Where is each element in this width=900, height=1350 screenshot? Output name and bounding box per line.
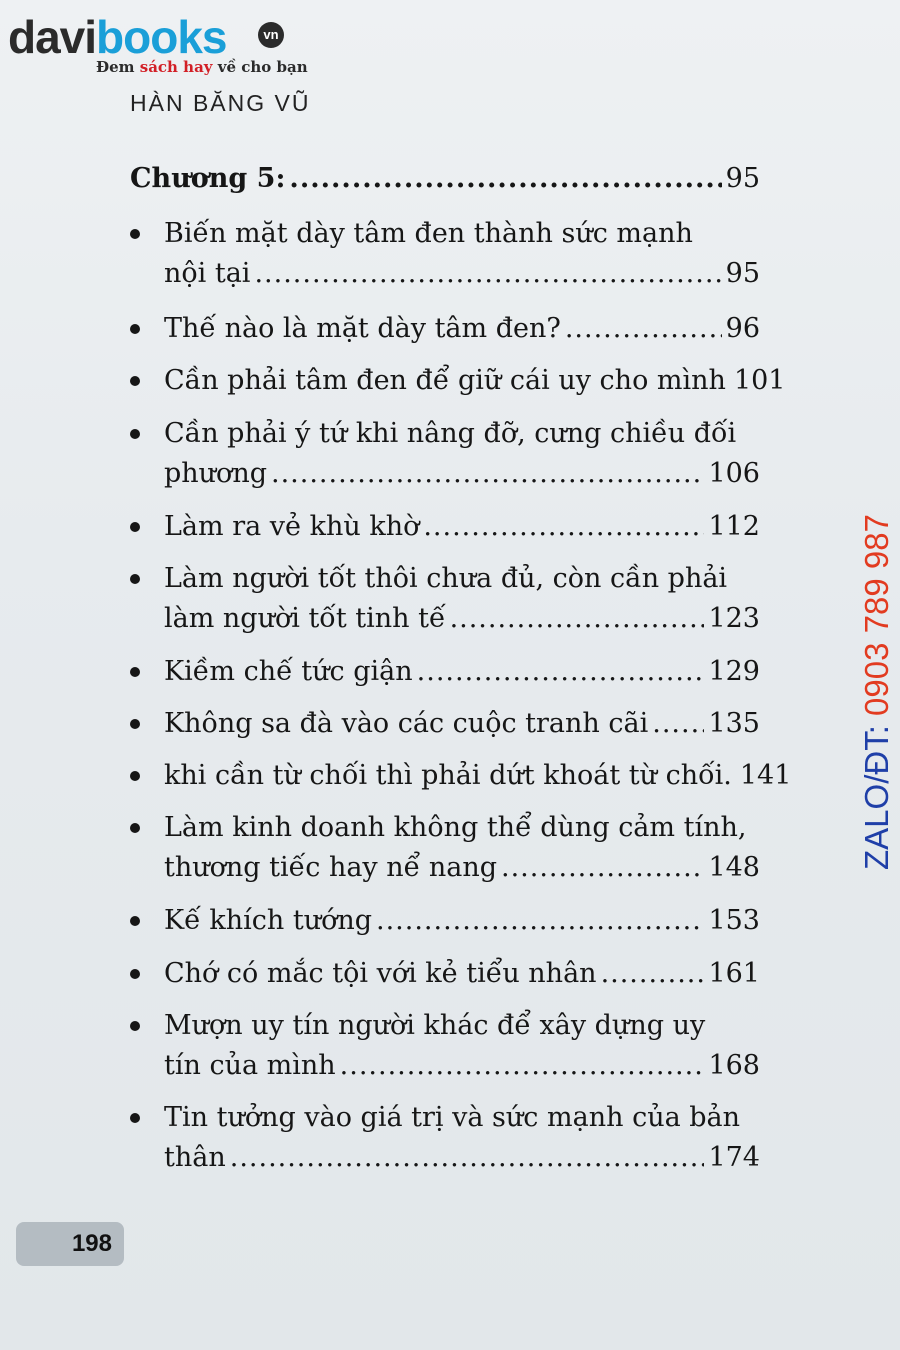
toc-entry: [130, 704, 760, 744]
contact-label: ZALO/ĐT:: [858, 715, 895, 870]
toc-entry-page: 153: [708, 905, 760, 936]
toc-entry: [130, 756, 792, 796]
toc-entry-page: 95: [725, 258, 760, 289]
toc-entry-text: Tin tưởng vào giá trị và sức mạnh của bản: [164, 1102, 741, 1133]
leader-dots: [289, 159, 721, 199]
author-header: HÀN BĂNG VŨ: [130, 90, 311, 116]
contact-phone: 0903 789 987: [858, 514, 895, 716]
toc-entry-text: phương: [164, 458, 267, 489]
toc-entry-text: khi cần từ chối thì phải dứt khoát từ chối.: [164, 760, 732, 791]
toc-entry: [130, 361, 786, 401]
davibooks-logo: [8, 10, 308, 80]
toc-entry-text: Cần phải tâm đen để giữ cái uy cho mình: [164, 365, 726, 396]
toc-entry-text: Cần phải ý tứ khi nâng đỡ, cưng chiều đối: [164, 418, 737, 449]
leader-dots: [417, 652, 705, 692]
toc-entry-page: 129: [708, 656, 760, 687]
toc-entry-text: Biến mặt dày tâm đen thành sức mạnh: [164, 218, 693, 249]
toc-entry: [130, 652, 760, 692]
toc-entry: [130, 1006, 760, 1086]
toc-entry-text: thân: [164, 1142, 226, 1173]
toc-entry-text: tín của mình: [164, 1050, 336, 1081]
toc-entry-text: Làm kinh doanh không thể dùng cảm tính,: [164, 812, 747, 843]
toc-entry: [130, 1098, 760, 1178]
logo-wordmark: davibooks: [8, 11, 227, 63]
logo-vn-badge: vn: [258, 22, 284, 48]
toc-entry-page: 174: [708, 1142, 760, 1173]
leader-dots: [340, 1046, 705, 1086]
toc-entry: [130, 414, 760, 494]
toc-entry-text: Mượn uy tín người khác để xây dựng uy: [164, 1010, 706, 1041]
toc-entry: [130, 507, 760, 547]
toc-entry: [130, 309, 760, 349]
leader-dots: [230, 1138, 705, 1178]
toc-entry-text: Làm ra vẻ khù khờ: [164, 511, 420, 542]
leader-dots: [565, 309, 722, 349]
toc-entry-text: Chớ có mắc tội với kẻ tiểu nhân: [164, 958, 597, 989]
page-number: 198: [71, 1230, 112, 1257]
toc-entry-text: Không sa đà vào các cuộc tranh cãi: [164, 708, 649, 739]
toc-entry-page: 106: [708, 458, 760, 489]
toc-entry-page: 101: [733, 365, 786, 396]
toc-entry-page: 135: [708, 708, 760, 739]
toc-entry-page: 112: [708, 511, 760, 542]
page-number-tab: [16, 1222, 124, 1266]
toc-entry: [130, 214, 760, 294]
toc-entry-page: 168: [708, 1050, 760, 1081]
contact-watermark: [858, 514, 896, 870]
toc-entry: [130, 808, 760, 888]
chapter-heading: [130, 159, 760, 199]
toc-entry-page: 161: [708, 958, 760, 989]
chapter-page: 95: [725, 163, 760, 194]
leader-dots: [601, 954, 705, 994]
toc-entry-text: Kiềm chế tức giận: [164, 656, 413, 687]
logo-tagline: Đem sách hay về cho bạn: [96, 58, 308, 76]
toc-entry-page: 96: [725, 313, 760, 344]
toc-entry-text: nội tại: [164, 258, 251, 289]
toc-entry-text: thương tiếc hay nể nang: [164, 852, 498, 883]
toc-entry: [130, 901, 760, 941]
leader-dots: [376, 901, 704, 941]
chapter-title: Chương 5:: [130, 163, 286, 194]
toc-entry-page: 141: [739, 760, 792, 791]
toc-entry: [130, 954, 760, 994]
leader-dots: [271, 454, 704, 494]
leader-dots: [450, 599, 705, 639]
toc-entry-text: Kế khích tướng: [164, 905, 373, 936]
leader-dots: [501, 848, 704, 888]
leader-dots: [652, 704, 704, 744]
leader-dots: [254, 254, 721, 294]
toc-entry-page: 123: [708, 603, 760, 634]
toc-entry-text: làm người tốt tinh tế: [164, 603, 446, 634]
toc-entry-page: 148: [708, 852, 760, 883]
leader-dots: [423, 507, 704, 547]
toc-entry: [130, 559, 760, 639]
toc-entry-text: Thế nào là mặt dày tâm đen?: [164, 313, 561, 344]
toc-entry-text: Làm người tốt thôi chưa đủ, còn cần phải: [164, 563, 728, 594]
